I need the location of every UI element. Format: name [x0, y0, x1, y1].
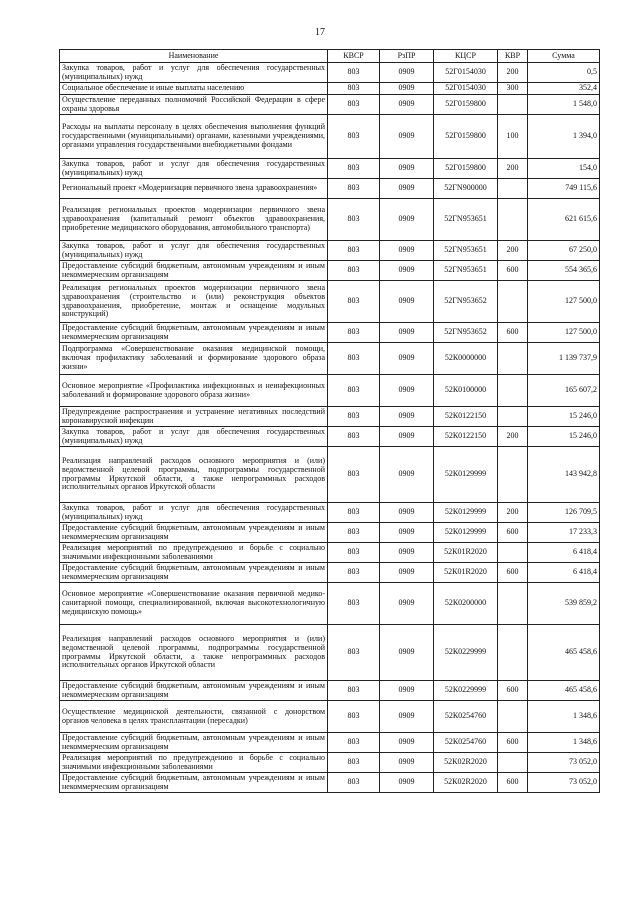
cell-name: Предоставление субсидий бюджетным, автономным учреждениям и иным некоммерческим организациям [60, 563, 328, 583]
cell-rzpr: 0909 [380, 323, 434, 343]
cell-name: Реализация мероприятий по предупреждению и борьбе с социально значимыми инфекционными заболеваниями [60, 753, 328, 773]
cell-kcsr: 52К0229999 [434, 625, 498, 681]
table-row [60, 63, 600, 83]
cell-kvsr: 803 [328, 343, 380, 375]
cell-kvr [498, 95, 528, 115]
cell-kvsr: 803 [328, 95, 380, 115]
cell-kvsr: 803 [328, 281, 380, 323]
cell-kvsr: 803 [328, 701, 380, 733]
cell-kvsr: 803 [328, 681, 380, 701]
cell-kvr: 200 [498, 427, 528, 447]
cell-rzpr: 0909 [380, 523, 434, 543]
header-sum: Сумма [528, 50, 600, 63]
cell-name: Реализация региональных проектов модернизации первичного звена здравоохранения (строительство и (или) реконструкция объектов здравоохранения, приобретение, монтаж и оснащение модульных конструкций) [60, 281, 328, 323]
cell-name: Предоставление субсидий бюджетным, автономным учреждениям и иным некоммерческим организациям [60, 681, 328, 701]
cell-sum: 165 607,2 [528, 375, 600, 407]
table-row [60, 773, 600, 793]
cell-name: Закупка товаров, работ и услуг для обеспечения государственных (муниципальных) нужд [60, 63, 328, 83]
header-rzpr: РзПР [380, 50, 434, 63]
table-row [60, 543, 600, 563]
cell-kvsr: 803 [328, 427, 380, 447]
cell-rzpr: 0909 [380, 543, 434, 563]
table-row [60, 625, 600, 681]
cell-kvr: 600 [498, 681, 528, 701]
cell-name: Предоставление субсидий бюджетным, автономным учреждениям и иным некоммерческим организациям [60, 733, 328, 753]
cell-kvr [498, 343, 528, 375]
table-row [60, 115, 600, 159]
cell-sum: 352,4 [528, 83, 600, 95]
cell-kvsr: 803 [328, 625, 380, 681]
cell-kvsr: 803 [328, 753, 380, 773]
table-row [60, 199, 600, 241]
cell-rzpr: 0909 [380, 159, 434, 179]
cell-sum: 1 348,6 [528, 701, 600, 733]
page-number: 17 [315, 27, 325, 38]
cell-kvsr: 803 [328, 733, 380, 753]
cell-name: Закупка товаров, работ и услуг для обеспечения государственных (муниципальных) нужд [60, 503, 328, 523]
cell-rzpr: 0909 [380, 753, 434, 773]
cell-sum: 0,5 [528, 63, 600, 83]
cell-kcsr: 52К0254760 [434, 701, 498, 733]
cell-name: Предупреждение распространения и устранение негативных последствий коронавирусной инфекции [60, 407, 328, 427]
cell-kcsr: 52К0000000 [434, 343, 498, 375]
table-row [60, 733, 600, 753]
cell-name: Основное мероприятие «Профилактика инфекционных и неинфекционных заболеваний и формирование здорового образа жизни» [60, 375, 328, 407]
cell-name: Социальное обеспечение и иные выплаты населению [60, 83, 328, 95]
cell-rzpr: 0909 [380, 179, 434, 199]
cell-kcsr: 52К0129999 [434, 503, 498, 523]
cell-name: Реализация региональных проектов модернизации первичного звена здравоохранения (капитальный ремонт объектов здравоохранения, приобретение медицинского оборудования, автомобильного транспорта) [60, 199, 328, 241]
cell-kvr: 200 [498, 159, 528, 179]
cell-kvsr: 803 [328, 199, 380, 241]
cell-name: Закупка товаров, работ и услуг для обеспечения государственных (муниципальных) нужд [60, 159, 328, 179]
cell-kcsr: 52К01R2020 [434, 543, 498, 563]
cell-kvr: 600 [498, 773, 528, 793]
cell-kcsr: 52ГN953651 [434, 261, 498, 281]
cell-sum: 73 052,0 [528, 773, 600, 793]
cell-kvsr: 803 [328, 83, 380, 95]
cell-kvr: 300 [498, 83, 528, 95]
cell-kcsr: 52ГN900000 [434, 179, 498, 199]
cell-rzpr: 0909 [380, 563, 434, 583]
cell-sum: 1 548,0 [528, 95, 600, 115]
table-row [60, 261, 600, 281]
cell-rzpr: 0909 [380, 281, 434, 323]
cell-sum: 1 348,6 [528, 733, 600, 753]
cell-rzpr: 0909 [380, 199, 434, 241]
cell-kvr: 200 [498, 63, 528, 83]
cell-rzpr: 0909 [380, 375, 434, 407]
cell-kcsr: 52К0122150 [434, 427, 498, 447]
cell-kcsr: 52ГN953652 [434, 281, 498, 323]
cell-kvr [498, 281, 528, 323]
cell-rzpr: 0909 [380, 583, 434, 625]
cell-kvr: 200 [498, 503, 528, 523]
cell-kcsr: 52К02R2020 [434, 773, 498, 793]
cell-name: Расходы на выплаты персоналу в целях обеспечения выполнения функций государственными (муниципальными) органами, казенными учреждениями, органами управления государственными внебюджетными фондами [60, 115, 328, 159]
cell-sum: 73 052,0 [528, 753, 600, 773]
cell-name: Осуществление переданных полномочий Российской Федерации в сфере охраны здоровья [60, 95, 328, 115]
cell-sum: 465 458,6 [528, 681, 600, 701]
cell-kvsr: 803 [328, 523, 380, 543]
table-row [60, 241, 600, 261]
cell-name: Закупка товаров, работ и услуг для обеспечения государственных (муниципальных) нужд [60, 427, 328, 447]
cell-name: Предоставление субсидий бюджетным, автономным учреждениям и иным некоммерческим организациям [60, 773, 328, 793]
cell-name: Реализация мероприятий по предупреждению и борьбе с социально значимыми инфекционными заболеваниями [60, 543, 328, 563]
cell-kvsr: 803 [328, 159, 380, 179]
cell-kvsr: 803 [328, 241, 380, 261]
cell-kcsr: 52Г0159800 [434, 95, 498, 115]
table-header-row [60, 50, 600, 63]
table-row [60, 503, 600, 523]
cell-kvsr: 803 [328, 115, 380, 159]
table-row [60, 563, 600, 583]
cell-rzpr: 0909 [380, 681, 434, 701]
cell-sum: 6 418,4 [528, 543, 600, 563]
cell-rzpr: 0909 [380, 427, 434, 447]
header-kcsr: КЦСР [434, 50, 498, 63]
cell-name: Предоставление субсидий бюджетным, автономным учреждениям и иным некоммерческим организациям [60, 323, 328, 343]
cell-rzpr: 0909 [380, 503, 434, 523]
cell-kvr [498, 753, 528, 773]
cell-kvsr: 803 [328, 773, 380, 793]
cell-rzpr: 0909 [380, 407, 434, 427]
cell-rzpr: 0909 [380, 701, 434, 733]
cell-kcsr: 52К0129999 [434, 447, 498, 503]
cell-sum: 749 115,6 [528, 179, 600, 199]
cell-kvr: 600 [498, 261, 528, 281]
cell-kcsr: 52Г0159800 [434, 159, 498, 179]
table-row [60, 523, 600, 543]
table-row [60, 159, 600, 179]
cell-kcsr: 52ГN953651 [434, 241, 498, 261]
cell-rzpr: 0909 [380, 241, 434, 261]
cell-kvr [498, 447, 528, 503]
cell-kcsr: 52ГN953652 [434, 323, 498, 343]
table-row [60, 343, 600, 375]
cell-sum: 127 500,0 [528, 281, 600, 323]
cell-rzpr: 0909 [380, 63, 434, 83]
header-name: Наименование [60, 50, 328, 63]
cell-rzpr: 0909 [380, 95, 434, 115]
cell-kvr [498, 199, 528, 241]
cell-kcsr: 52К0200000 [434, 583, 498, 625]
cell-kvsr: 803 [328, 407, 380, 427]
cell-kvsr: 803 [328, 447, 380, 503]
cell-rzpr: 0909 [380, 625, 434, 681]
cell-kvr: 600 [498, 523, 528, 543]
cell-sum: 621 615,6 [528, 199, 600, 241]
cell-kcsr: 52К0254760 [434, 733, 498, 753]
cell-sum: 6 418,4 [528, 563, 600, 583]
cell-sum: 465 458,6 [528, 625, 600, 681]
cell-sum: 554 365,6 [528, 261, 600, 281]
table-row [60, 375, 600, 407]
cell-kcsr: 52ГN953651 [434, 199, 498, 241]
cell-kvr: 600 [498, 733, 528, 753]
cell-kvr [498, 701, 528, 733]
cell-kvsr: 803 [328, 261, 380, 281]
table-row [60, 447, 600, 503]
cell-name: Предоставление субсидий бюджетным, автономным учреждениям и иным некоммерческим организациям [60, 523, 328, 543]
cell-kvr [498, 583, 528, 625]
cell-kvr: 600 [498, 563, 528, 583]
cell-kvr: 200 [498, 241, 528, 261]
cell-rzpr: 0909 [380, 773, 434, 793]
cell-kvr [498, 179, 528, 199]
cell-kvsr: 803 [328, 583, 380, 625]
cell-name: Основное мероприятие «Совершенствование оказания первичной медико-санитарной помощи, специализированной, включая высокотехнологичную медицинскую помощь» [60, 583, 328, 625]
cell-name: Реализация направлений расходов основного мероприятия и (или) ведомственной целевой программы, подпрограммы государственной программы Иркутской области, а также непрограммных расходов исполнительных органов Иркутской области [60, 447, 328, 503]
cell-sum: 143 942,8 [528, 447, 600, 503]
table-row [60, 323, 600, 343]
cell-name: Осуществление медицинской деятельности, связанной с донорством органов человека в целях трансплантации (пересадки) [60, 701, 328, 733]
cell-kvr: 600 [498, 323, 528, 343]
table-row [60, 427, 600, 447]
table-row [60, 281, 600, 323]
cell-sum: 17 233,3 [528, 523, 600, 543]
table-row [60, 407, 600, 427]
cell-kvr [498, 543, 528, 563]
cell-kvr [498, 407, 528, 427]
cell-kcsr: 52К0229999 [434, 681, 498, 701]
cell-rzpr: 0909 [380, 343, 434, 375]
cell-name: Закупка товаров, работ и услуг для обеспечения государственных (муниципальных) нужд [60, 241, 328, 261]
cell-sum: 1 394,0 [528, 115, 600, 159]
cell-sum: 15 246,0 [528, 407, 600, 427]
cell-sum: 126 709,5 [528, 503, 600, 523]
budget-table [59, 49, 600, 793]
header-kvsr: КВСР [328, 50, 380, 63]
cell-kcsr: 52К0129999 [434, 523, 498, 543]
cell-kvsr: 803 [328, 375, 380, 407]
cell-name: Предоставление субсидий бюджетным, автономным учреждениям и иным некоммерческим организациям [60, 261, 328, 281]
table-row [60, 583, 600, 625]
table-row [60, 95, 600, 115]
cell-kcsr: 52Г0154030 [434, 83, 498, 95]
cell-rzpr: 0909 [380, 261, 434, 281]
cell-kvsr: 803 [328, 503, 380, 523]
cell-kvsr: 803 [328, 63, 380, 83]
cell-kcsr: 52К0100000 [434, 375, 498, 407]
cell-kvr [498, 625, 528, 681]
cell-sum: 539 859,2 [528, 583, 600, 625]
cell-kcsr: 52К0122150 [434, 407, 498, 427]
table-row [60, 179, 600, 199]
cell-sum: 154,0 [528, 159, 600, 179]
cell-name: Реализация направлений расходов основного мероприятия и (или) ведомственной целевой программы, подпрограммы государственной программы Иркутской области, а также непрограммных расходов исполнительных органов Иркутской области [60, 625, 328, 681]
header-kvr: КВР [498, 50, 528, 63]
table-row [60, 701, 600, 733]
cell-sum: 1 139 737,9 [528, 343, 600, 375]
cell-sum: 15 246,0 [528, 427, 600, 447]
cell-rzpr: 0909 [380, 733, 434, 753]
cell-sum: 67 250,0 [528, 241, 600, 261]
cell-rzpr: 0909 [380, 83, 434, 95]
cell-kcsr: 52К01R2020 [434, 563, 498, 583]
cell-kcsr: 52Г0159800 [434, 115, 498, 159]
table-row [60, 753, 600, 773]
cell-kvsr: 803 [328, 179, 380, 199]
cell-kcsr: 52К02R2020 [434, 753, 498, 773]
cell-name: Региональный проект «Модернизация первичного звена здравоохранения» [60, 179, 328, 199]
table-body [60, 63, 600, 793]
cell-rzpr: 0909 [380, 447, 434, 503]
table-row [60, 681, 600, 701]
cell-kvsr: 803 [328, 563, 380, 583]
cell-kvsr: 803 [328, 543, 380, 563]
cell-rzpr: 0909 [380, 115, 434, 159]
cell-kvr: 100 [498, 115, 528, 159]
cell-kcsr: 52Г0154030 [434, 63, 498, 83]
cell-name: Подпрограмма «Совершенствование оказания медицинской помощи, включая профилактику заболеваний и формирование здорового образа жизни» [60, 343, 328, 375]
cell-sum: 127 500,0 [528, 323, 600, 343]
cell-kvsr: 803 [328, 323, 380, 343]
cell-kvr [498, 375, 528, 407]
table-row [60, 83, 600, 95]
